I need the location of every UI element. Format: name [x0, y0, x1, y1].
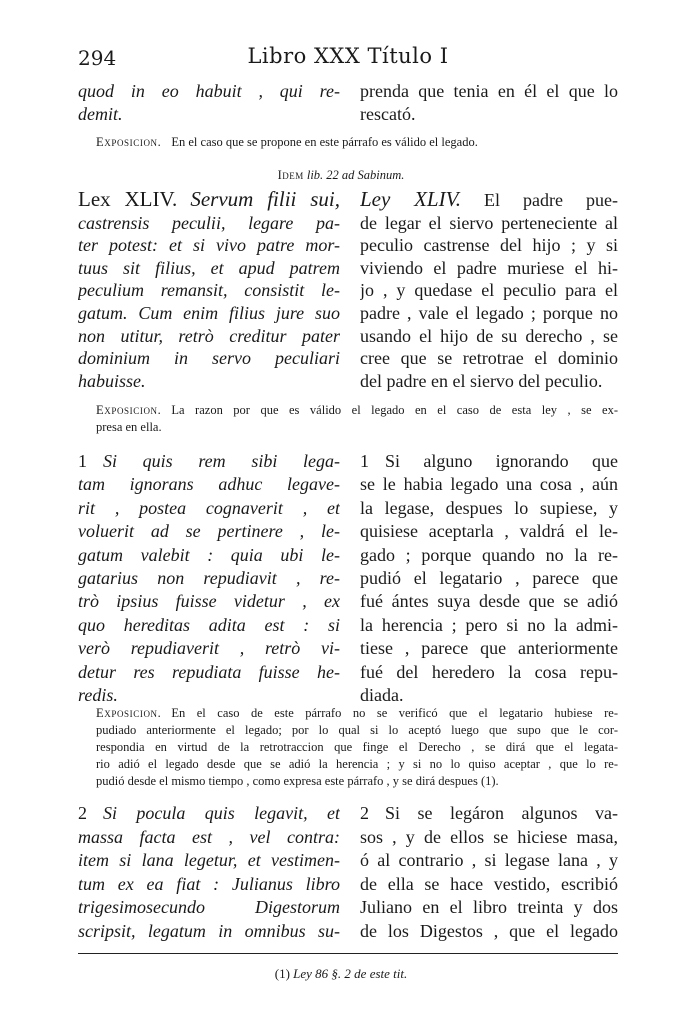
lex-latin-line: peculium remansit, consistit le- [78, 280, 340, 301]
page-title: Libro XXX Título I [247, 44, 449, 68]
exposicion-line: presa en ella. [96, 420, 162, 434]
exposicion-line: rio adió el legado desde que se adió la herencia ; y si no lo quiso aceptar , que lo re- [96, 757, 618, 771]
source-citation [0, 168, 682, 183]
exposicion-label: Exposicion. [96, 403, 162, 417]
exposicion-label: Exposicion. [96, 135, 162, 149]
section1-latin-line: gatarius non repudiavit , re- [78, 568, 340, 589]
lex-latin-line: gatum. Cum enim filius jure suo [78, 302, 340, 323]
section2-latin-first-line: 2 Si pocula quis legavit, et [78, 803, 340, 823]
section1-spanish-first-line: 1 Si alguno ignorando que [360, 451, 618, 471]
section2-latin-column [78, 802, 340, 944]
section1-spanish-column [360, 450, 618, 707]
section2-number: 2 [78, 803, 87, 823]
section2-spanish-column [360, 802, 618, 944]
section2-latin-line: item si lana legetur, et vestimen- [78, 850, 340, 871]
section1-latin-column [78, 450, 340, 707]
lex-latin-line: dominium in servo peculiari [78, 348, 340, 369]
footnote-rule [78, 953, 618, 954]
section2-spanish-line: de los Digestos , que el legado [360, 920, 618, 941]
ley-spanish-line: del padre en el siervo del peculio. [360, 370, 603, 391]
footnote [0, 966, 682, 982]
ley-spanish-line: peculio castrense del hijo ; y si [360, 235, 618, 256]
section1-latin-line: trò ipsius fuisse videtur , ex [78, 591, 340, 612]
section1-spanish-line: fué ántes suya desde que se adió [360, 591, 618, 612]
section2-spanish-line: sos , y de ellos se hiciese masa, [360, 826, 618, 847]
top-latin-column [78, 80, 340, 126]
running-header [78, 44, 618, 74]
footnote-text: Ley 86 §. 2 de este tit. [293, 966, 408, 981]
exposicion-line: pudiado anteriormente el legado; por lo qual si lo aceptó luego que supo que le cor- [96, 723, 618, 737]
top-spanish-line: rescató. [360, 104, 416, 124]
section1-spanish-line: se le habia legado una cosa , aún [360, 474, 618, 495]
section1-latin-line: detur res repudiata fuisse he- [78, 661, 340, 682]
section1-number: 1 [78, 451, 87, 471]
top-spanish-line: prenda que tenia en él el que lo [360, 81, 618, 101]
lex-latin-column [78, 188, 340, 392]
section1-spanish-line: gado ; porque quando no la re- [360, 544, 618, 565]
page-number: 294 [78, 46, 117, 70]
lex-latin-line: ter potest: et si vivo patre mor- [78, 235, 340, 256]
section1-latin-line: tam ignorans adhuc legave- [78, 474, 340, 495]
section1-spanish-line: pudió el legatario , parece que [360, 568, 618, 589]
section2-number: 2 [360, 803, 369, 823]
section1-latin-line: quo hereditas adita est : si [78, 614, 340, 635]
exposicion-line: pudió desde el mismo tiempo , como expresa este párrafo , y se dirá despues (1). [96, 774, 499, 788]
ley-spanish-line: de legar el siervo perteneciente al [360, 212, 618, 233]
exposicion-2 [96, 402, 618, 436]
ley-spanish-line: viviendo el padre muriese el hi- [360, 257, 618, 278]
source-author: Idem [277, 168, 304, 182]
section2-spanish-line: ó al contrario , si legase lana , y [360, 850, 618, 871]
section1-spanish-line: fué del heredero la cosa repu- [360, 661, 618, 682]
section1-latin-line: gatum valebit : quia ubi le- [78, 544, 340, 565]
exposicion-line: Exposicion. La razon por que es válido el legado en el caso de esta ley , se ex- [96, 403, 618, 417]
section1-latin-line: redis. [78, 685, 118, 706]
exposicion-1 [96, 134, 618, 151]
section1-latin-line: rit , postea cognaverit , et [78, 497, 340, 518]
section1-spanish-line: diada. [360, 685, 404, 706]
lex-heading: Lex XLIV. [78, 188, 178, 211]
lex-latin-line: tuus sit filius, et apud patrem [78, 257, 340, 278]
section2-latin-line: trigesimosecundo Digestorum [78, 897, 340, 918]
section1-spanish-line: la herencia ; pero si no la admi- [360, 614, 618, 635]
lex-latin-line: habuisse. [78, 370, 146, 391]
lex-latin-first-line: Lex XLIV. Servum filii sui, [78, 188, 340, 211]
section2-latin-line: scripsit, legatum in omnibus su- [78, 920, 340, 941]
ley-heading: Ley XLIV. [360, 188, 461, 211]
exposicion-label: Exposicion. [96, 706, 162, 720]
top-latin-line: quod in eo habuit , qui re- [78, 81, 340, 101]
section2-latin-line: tum ex ea fiat : Julianus libro [78, 873, 340, 894]
footnote-mark: (1) [274, 966, 290, 981]
lex-latin-line: non utitur, retrò creditur pater [78, 325, 340, 346]
exposicion-text: En el caso que se propone en este párrafo es válido el legado. [171, 135, 478, 149]
section1-latin-line: voluerit ad se pertinere , le- [78, 521, 340, 542]
section1-number: 1 [360, 451, 369, 471]
section1-latin-first-line: 1 Si quis rem sibi lega- [78, 451, 340, 471]
top-latin-line: demit. [78, 104, 123, 124]
ley-spanish-line: padre , vale el legado ; porque no [360, 302, 618, 323]
lex-latin-line: castrensis peculii, legare pa- [78, 212, 340, 233]
exposicion-line: respondia en virtud de la retrotraccion que finge el Derecho , se dirá que el legata- [96, 740, 618, 754]
section1-spanish-line: quisiese aceptarla , valdrá el le- [360, 521, 618, 542]
section1-spanish-line: la legase, despues lo supiese, y [360, 497, 618, 518]
section2-latin-line: massa facta est , vel contra: [78, 826, 340, 847]
section1-spanish-line: tiese , parece que anteriormente [360, 638, 618, 659]
source-reference: lib. 22 ad Sabinum. [306, 168, 405, 182]
exposicion-3 [96, 705, 618, 790]
section2-spanish-first-line: 2 Si se legáron algunos va- [360, 803, 618, 823]
section2-spanish-line: Juliano en el libro treinta y dos [360, 897, 618, 918]
ley-spanish-first-line: Ley XLIV. El padre pue- [360, 188, 618, 211]
section2-spanish-line: de ella se hace vestido, escribió [360, 873, 618, 894]
top-spanish-column [360, 80, 618, 126]
section1-latin-line: verò repudiaverit , retrò vi- [78, 638, 340, 659]
exposicion-line: Exposicion. En el caso de este párrafo no se verificó que el legatario hubiese re- [96, 706, 618, 720]
ley-spanish-line: cree que se retrotrae el dominio [360, 348, 618, 369]
ley-spanish-column [360, 188, 618, 392]
ley-spanish-line: usando el hijo de su derecho , se [360, 325, 618, 346]
ley-spanish-line: jo , y quedase el peculio para el [360, 280, 618, 301]
